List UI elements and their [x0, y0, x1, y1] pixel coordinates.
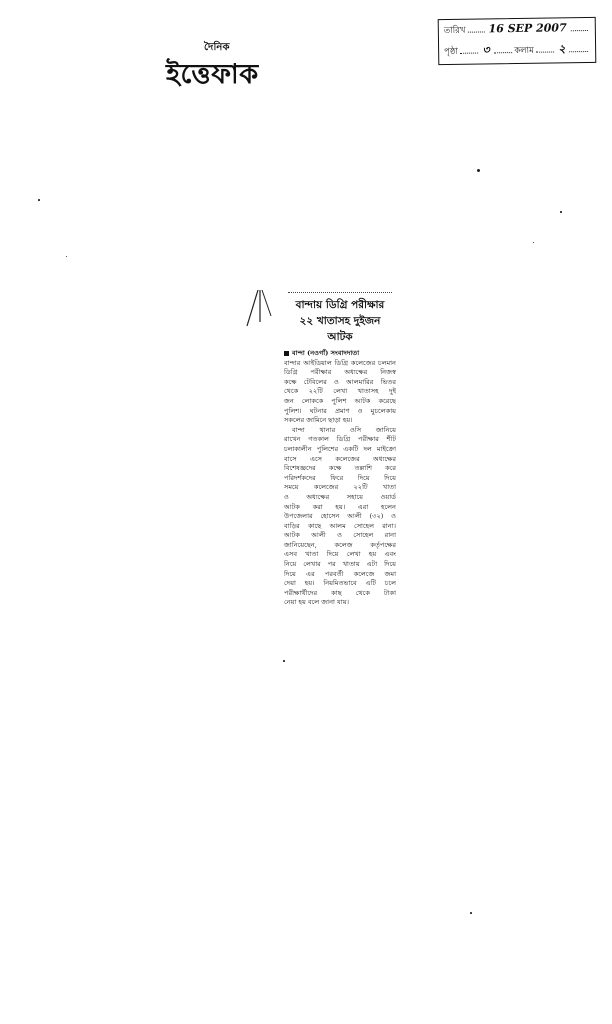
clipping-top-rule — [288, 292, 392, 294]
article-body-line: আটক করা হয়। এরা হলেন — [284, 502, 396, 511]
article-body-line: বান্দা থানার ওসি জানিয়ে — [292, 425, 396, 434]
scan-mark-lines — [244, 286, 274, 330]
scan-speck — [283, 660, 285, 662]
headline-line: আটক — [327, 331, 353, 343]
stamp-page-label: পৃষ্ঠা — [444, 46, 458, 58]
stamp-date-value: 16 SEP 2007 — [488, 21, 567, 36]
article-body-line: রাখেন গতকাল ডিগ্রি পরীক্ষার শীট — [284, 435, 396, 444]
scan-speck — [560, 211, 562, 213]
stamp-dotted-line — [494, 51, 513, 53]
article-body-line: বাড়ির কাছে আলম সোহেল রানা। — [284, 521, 396, 530]
dateline-bullet-icon — [284, 351, 289, 356]
masthead-prefix: দৈনিক — [204, 42, 230, 53]
article-body-line: পুলিশ। ঘটনার প্রমাণ ও মুচলেকায় — [284, 406, 396, 415]
article-body-line: এসব খাতা দিয়ে লেখা হয় এবং — [284, 550, 396, 559]
archive-stamp — [438, 17, 597, 65]
stamp-date-row — [444, 21, 590, 42]
scan-speck — [533, 242, 534, 243]
article-body-line: সময়ে কলেজের ২২টি খাতা — [284, 483, 396, 492]
stamp-column-label: কলাম — [514, 45, 534, 57]
scan-speck — [477, 169, 480, 172]
article-body-line: নেয়া হয় বলে জানা যায়। — [284, 598, 349, 607]
stamp-dotted-line — [467, 30, 484, 32]
scan-mark-line — [247, 290, 258, 326]
article-body-line: পরিদর্শকদের ফিরে দিয়ে দিয়ে — [284, 473, 396, 482]
article-body-line: দেয়া হয়। নিয়মিতভাবে এটি চলে — [284, 579, 396, 588]
article-body-line: সকলের জামিনে ছাড়া হয়। — [284, 416, 353, 425]
article-body-line: চলাকালীন পুলিশের একটি দল মাইক্রো — [284, 444, 396, 453]
article-body-line: দিয়ে এর পরবর্তী কলেজে জমা — [284, 569, 396, 578]
stamp-column-value: ২ — [558, 42, 566, 56]
article-body-line: জানিয়েছেন, কলেজ কর্তৃপক্ষের — [284, 540, 396, 549]
headline-line: বান্দায় ডিগ্রি পরীক্ষার — [295, 299, 385, 311]
stamp-date-label: তারিখ — [443, 25, 466, 37]
stamp-dotted-line — [460, 52, 479, 54]
scan-speck — [38, 199, 40, 201]
article-body-line: উপজেলার হোসেন আলী (৩২) ও — [284, 512, 396, 521]
article-body-line: থেকে ২২টি লেখা খাতাসহ দুই — [284, 387, 396, 396]
newspaper-masthead: ইত্তেফাক — [166, 59, 259, 90]
scan-mark-line — [262, 290, 271, 316]
article-headline — [284, 297, 396, 345]
article-body-line: পরীক্ষার্থীদের কাছ থেকে টাকা — [284, 588, 396, 597]
stamp-page-row — [444, 40, 590, 61]
dateline-text: বান্দা (নওগাঁ) সংবাদদাতা — [292, 349, 360, 357]
scan-speck — [470, 912, 472, 914]
stamp-dotted-line — [571, 29, 588, 31]
news-clipping — [284, 292, 396, 608]
article-body-line: নিয়ে লেখার পর খাতায় এটা দিয়ে — [284, 560, 396, 569]
article-dateline — [284, 349, 396, 359]
article-body-line: ডিগ্রি পরীক্ষার অধ্যক্ষের নিজস্ব — [284, 368, 396, 377]
article-body-line: বিশেষজ্ঞদের কক্ষে তল্লাশি করে — [284, 464, 396, 473]
article-body-line: আটক আলী ও সোহেল রানা — [284, 531, 396, 540]
article-body-line: ও অধ্যক্ষের সহায়ে ওয়ার্ড — [284, 492, 396, 501]
stamp-dotted-line — [570, 50, 589, 52]
article-body-line: জন লোককে পুলিশ আটক করেছে — [284, 396, 396, 405]
article-body — [284, 349, 396, 608]
article-body-line: বাসে এসে কলেজের অধ্যক্ষের — [284, 454, 396, 463]
article-body-line: কক্ষে টেবিলের ও আলমারির ভিতর — [284, 377, 396, 386]
headline-line: ২২ খাতাসহ দুইজন — [299, 315, 381, 327]
article-body-line: বান্দার আইডিয়াল ডিগ্রি কলেজের চলমান — [284, 358, 396, 367]
scan-speck — [66, 256, 67, 257]
stamp-page-value: ৩ — [482, 43, 490, 57]
stamp-dotted-line — [536, 50, 555, 52]
